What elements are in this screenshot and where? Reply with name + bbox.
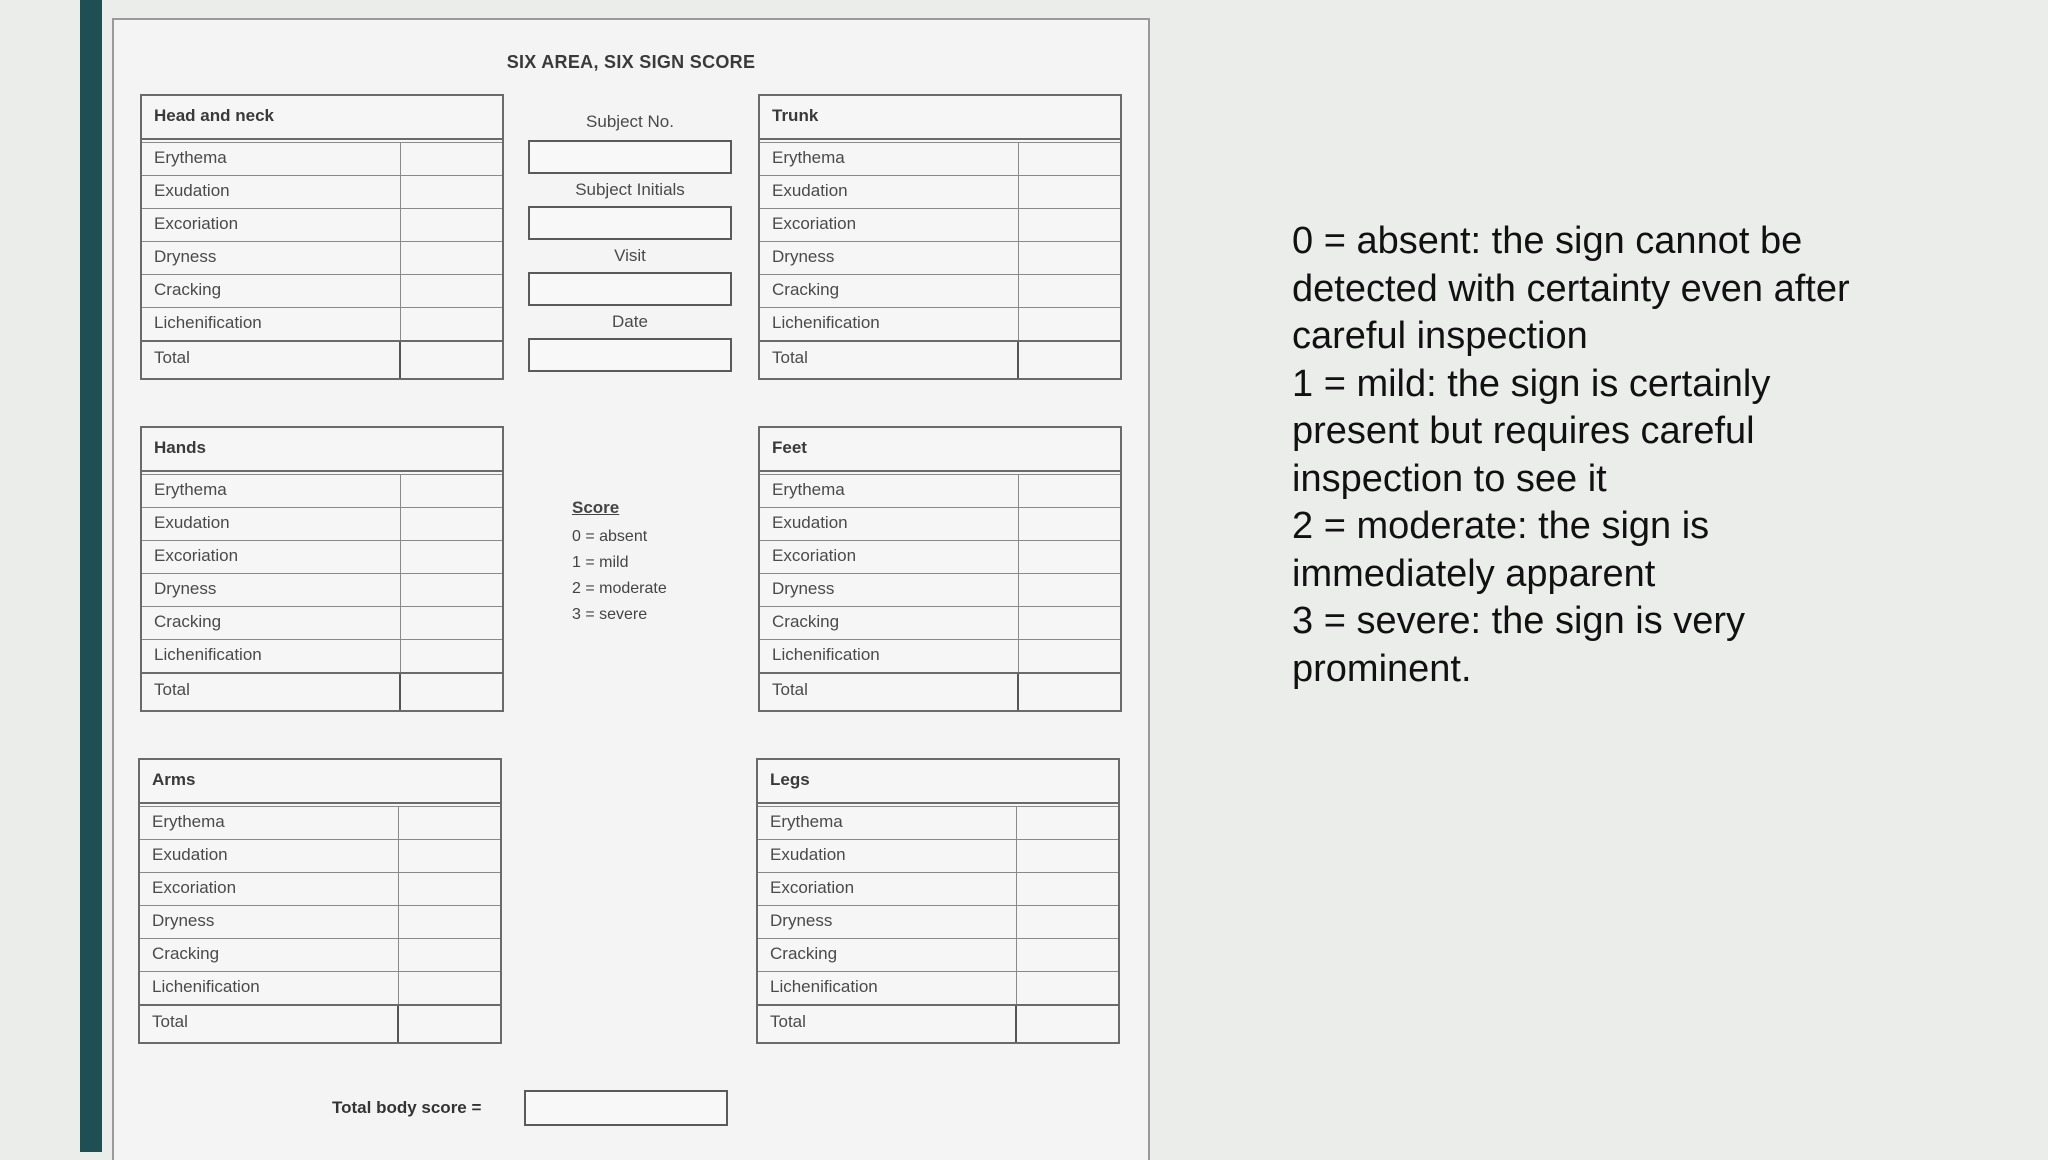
score-cell[interactable] — [1019, 640, 1120, 672]
table-row: Cracking — [142, 606, 502, 639]
score-cell[interactable] — [1019, 275, 1120, 307]
legend-item: 1 = mild — [572, 554, 629, 571]
score-cell[interactable] — [1017, 873, 1118, 905]
total-cell[interactable] — [1017, 342, 1120, 378]
area-hands — [140, 426, 504, 712]
subject-initials-label: Subject Initials — [575, 180, 685, 199]
explanation-line: 1 = mild: the sign is certainly present but requires careful inspection to see it — [1292, 362, 1771, 500]
table-row: Exudation — [760, 175, 1120, 208]
table-row: Exudation — [760, 507, 1120, 540]
score-cell[interactable] — [401, 308, 502, 340]
table-row: Dryness — [758, 905, 1118, 938]
total-body-score-label: Total body score = — [332, 1098, 482, 1117]
score-cell[interactable] — [1019, 475, 1120, 507]
form-title: SIX AREA, SIX SIGN SCORE — [506, 52, 756, 72]
visit-field[interactable] — [528, 272, 732, 306]
table-row: Excoriation — [142, 540, 502, 573]
score-cell[interactable] — [1017, 972, 1118, 1004]
score-cell[interactable] — [1019, 209, 1120, 241]
explanation-line: 3 = severe: the sign is very prominent. — [1292, 600, 1746, 690]
table-row: Erythema — [140, 806, 500, 839]
date-field[interactable] — [528, 338, 732, 372]
score-cell[interactable] — [401, 143, 502, 175]
total-row: Total — [760, 672, 1120, 710]
score-cell[interactable] — [401, 640, 502, 672]
score-cell[interactable] — [1019, 607, 1120, 639]
table-row: Dryness — [760, 241, 1120, 274]
score-cell[interactable] — [401, 209, 502, 241]
score-cell[interactable] — [399, 939, 500, 971]
date-label: Date — [612, 312, 648, 331]
table-row: Exudation — [142, 175, 502, 208]
total-row: Total — [760, 340, 1120, 378]
table-row: Lichenification — [142, 639, 502, 672]
total-row: Total — [142, 672, 502, 710]
total-row: Total — [140, 1004, 500, 1042]
table-row: Erythema — [760, 142, 1120, 175]
total-cell[interactable] — [399, 674, 502, 710]
total-body-score-field[interactable] — [524, 1090, 728, 1126]
table-row: Exudation — [140, 839, 500, 872]
score-cell[interactable] — [1019, 508, 1120, 540]
area-title: Head and neck — [142, 96, 502, 140]
table-row: Exudation — [758, 839, 1118, 872]
table-row: Lichenification — [142, 307, 502, 340]
subject-no-label: Subject No. — [586, 112, 674, 131]
area-arms — [138, 758, 502, 1044]
score-cell[interactable] — [401, 475, 502, 507]
legend-item: 0 = absent — [572, 528, 648, 545]
subject-no-field[interactable] — [528, 140, 732, 174]
area-title: Feet — [760, 428, 1120, 472]
explanation-line: 2 = moderate: the sign is immediately apparent — [1292, 505, 1710, 595]
total-cell[interactable] — [397, 1006, 500, 1042]
table-row: Erythema — [758, 806, 1118, 839]
score-cell[interactable] — [401, 242, 502, 274]
score-cell[interactable] — [1017, 840, 1118, 872]
total-row: Total — [142, 340, 502, 378]
table-row: Excoriation — [758, 872, 1118, 905]
score-cell[interactable] — [1019, 308, 1120, 340]
area-head-and-neck — [140, 94, 504, 380]
table-row: Erythema — [142, 474, 502, 507]
total-cell[interactable] — [1015, 1006, 1118, 1042]
score-cell[interactable] — [401, 508, 502, 540]
table-row: Excoriation — [142, 208, 502, 241]
legend-item: 3 = severe — [572, 606, 648, 623]
table-row: Lichenification — [760, 307, 1120, 340]
score-cell[interactable] — [401, 176, 502, 208]
area-feet — [758, 426, 1122, 712]
score-legend — [572, 498, 667, 632]
score-cell[interactable] — [1019, 143, 1120, 175]
legend-title: Score — [572, 498, 620, 517]
score-cell[interactable] — [401, 607, 502, 639]
score-cell[interactable] — [399, 840, 500, 872]
area-title: Trunk — [760, 96, 1120, 140]
table-row: Lichenification — [758, 971, 1118, 1004]
table-row: Excoriation — [140, 872, 500, 905]
table-row: Dryness — [142, 573, 502, 606]
score-cell[interactable] — [399, 906, 500, 938]
accent-bar — [80, 0, 102, 1152]
total-cell[interactable] — [1017, 674, 1120, 710]
area-legs — [756, 758, 1120, 1044]
table-row: Cracking — [760, 606, 1120, 639]
score-cell[interactable] — [401, 541, 502, 573]
table-row: Excoriation — [760, 540, 1120, 573]
area-title: Legs — [758, 760, 1118, 804]
area-title: Arms — [140, 760, 500, 804]
score-cell[interactable] — [1019, 242, 1120, 274]
score-cell[interactable] — [1019, 574, 1120, 606]
total-cell[interactable] — [399, 342, 502, 378]
table-row: Exudation — [142, 507, 502, 540]
table-row: Dryness — [760, 573, 1120, 606]
table-row: Cracking — [760, 274, 1120, 307]
subject-initials-field[interactable] — [528, 206, 732, 240]
score-cell[interactable] — [401, 275, 502, 307]
score-cell[interactable] — [401, 574, 502, 606]
table-row: Cracking — [142, 274, 502, 307]
table-row: Cracking — [140, 938, 500, 971]
score-cell[interactable] — [1019, 176, 1120, 208]
table-row: Lichenification — [760, 639, 1120, 672]
score-explanation — [1292, 218, 1852, 693]
score-cell[interactable] — [1017, 807, 1118, 839]
legend-item: 2 = moderate — [572, 580, 667, 597]
score-cell[interactable] — [399, 807, 500, 839]
area-title: Hands — [142, 428, 502, 472]
score-cell[interactable] — [399, 972, 500, 1004]
table-row: Dryness — [140, 905, 500, 938]
table-row: Erythema — [760, 474, 1120, 507]
table-row: Lichenification — [140, 971, 500, 1004]
scoring-form — [112, 18, 1150, 1160]
score-cell[interactable] — [399, 873, 500, 905]
table-row: Dryness — [142, 241, 502, 274]
score-cell[interactable] — [1017, 939, 1118, 971]
area-trunk — [758, 94, 1122, 380]
table-row: Excoriation — [760, 208, 1120, 241]
visit-label: Visit — [614, 246, 646, 265]
table-row: Erythema — [142, 142, 502, 175]
score-cell[interactable] — [1017, 906, 1118, 938]
table-row: Cracking — [758, 938, 1118, 971]
explanation-line: 0 = absent: the sign cannot be detected with certainty even after careful inspection — [1292, 220, 1850, 357]
score-cell[interactable] — [1019, 541, 1120, 573]
total-row: Total — [758, 1004, 1118, 1042]
